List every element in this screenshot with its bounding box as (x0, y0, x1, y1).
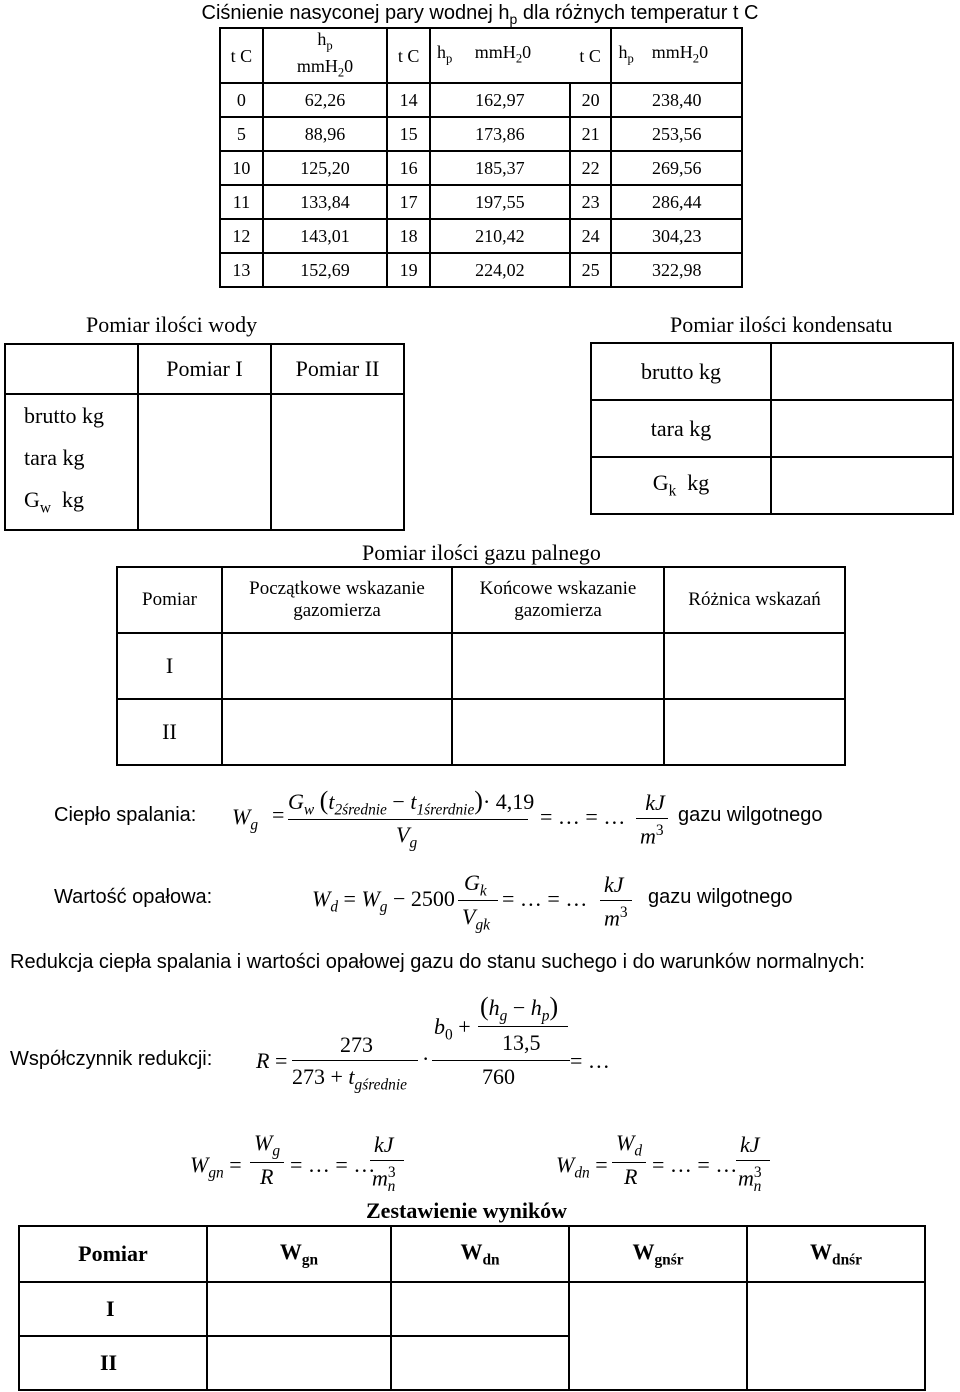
gas-start-I[interactable] (222, 633, 452, 699)
cell: 88,96 (263, 117, 387, 151)
cell: 162,97 (430, 83, 570, 117)
cell: 125,20 (263, 151, 387, 185)
eq-sign: = … = … (652, 1152, 738, 1177)
table-row (220, 185, 742, 219)
cell: 20 (570, 83, 612, 117)
table-row (220, 219, 742, 253)
cell: 143,01 (263, 219, 387, 253)
condensate-title: Pomiar ilości kondensatu (670, 312, 893, 337)
cell: 10 (220, 151, 263, 185)
header-pomiar-1: Pomiar I (138, 344, 271, 394)
results-title: Zestawienie wyników (366, 1198, 568, 1223)
heat-tail: gazu wilgotnego (678, 804, 823, 826)
row-label-II: II (19, 1336, 207, 1390)
steam-table-title: Ciśnienie nasyconej pary wodnej $h_p$ dla różnych temperatur t C (201, 2, 759, 27)
gas-end-II[interactable] (452, 699, 664, 765)
gas-diff-II[interactable] (664, 699, 845, 765)
header-pomiar-2: Pomiar II (271, 344, 404, 394)
cell: 5 (220, 117, 263, 151)
b0-plus: $b_0$ + (434, 1014, 471, 1044)
cell: 17 (387, 185, 430, 219)
eq-sign: = … = … (290, 1152, 376, 1177)
result-wgnsr[interactable] (569, 1282, 747, 1390)
row-label-I: I (19, 1282, 207, 1336)
unit-m3: $m^3$ (604, 904, 628, 931)
result-wgn-I[interactable] (207, 1282, 391, 1336)
label-tara: tara kg (24, 445, 85, 470)
cell: 238,40 (611, 83, 742, 117)
wdn-formula: $W_{dn}$ = (556, 1152, 608, 1182)
cell: 286,44 (611, 185, 742, 219)
header-hp: $h_p$ mmH$_2$0 (611, 28, 742, 83)
header-pomiar: Pomiar (19, 1226, 207, 1282)
water-pomiar-1-value[interactable] (138, 394, 271, 530)
header-wgnsr: $W_{gnśr}$ (569, 1226, 747, 1282)
cell: 224,02 (430, 253, 570, 287)
header-pomiar: Pomiar (117, 567, 222, 633)
table-row (220, 151, 742, 185)
reduction-text: Redukcja ciepła spalania i wartości opałowej gazu do stanu suchego i do warunków normalnych: (10, 951, 865, 973)
fraction-line (292, 1060, 418, 1061)
cell: 11 (220, 185, 263, 219)
gas-start-II[interactable] (222, 699, 452, 765)
steam-pressure-table (219, 27, 743, 288)
value-formula: $W_d = W_g - 2500$ (312, 886, 455, 916)
steam-table-header (220, 28, 742, 83)
fraction-line (636, 818, 668, 819)
cell: 62,26 (263, 83, 387, 117)
label-brutto: brutto kg (591, 343, 771, 400)
dot: · (422, 1046, 430, 1071)
coef-135: 13,5 (502, 1030, 541, 1055)
cell: 24 (570, 219, 612, 253)
fraction-line (432, 1060, 570, 1061)
gas-end-I[interactable] (452, 633, 664, 699)
cell: 269,56 (611, 151, 742, 185)
results-table (18, 1225, 926, 1391)
cell: 185,37 (430, 151, 570, 185)
gas-diff-I[interactable] (664, 633, 845, 699)
condensate-table (590, 342, 954, 515)
wgn-formula: $W_{gn}$ = (190, 1152, 242, 1182)
header-t: t C (387, 28, 430, 83)
vgk-denominator: $V_{gk}$ (462, 904, 490, 934)
r-den: R (624, 1164, 638, 1189)
label-brutto: brutto kg (24, 403, 105, 428)
fraction-line (250, 1162, 284, 1163)
cell: 18 (387, 219, 430, 253)
cell: 25 (570, 253, 612, 287)
header-t: t C (570, 28, 612, 83)
unit-m3n: $m^3_n$ (738, 1164, 762, 1195)
water-row-labels (5, 394, 138, 530)
header-start-reading: Początkowe wskazanie gazomierza (222, 567, 452, 633)
cell: 13 (220, 253, 263, 287)
cell: 173,86 (430, 117, 570, 151)
cell: 322,98 (611, 253, 742, 287)
cell: 152,69 (263, 253, 387, 287)
eq-sign: = … = … (540, 804, 626, 829)
coef-denominator: $273 + t_{gśrednie}$ (292, 1064, 407, 1094)
result-wdn-II[interactable] (391, 1336, 569, 1390)
eq-sign: = … = … (502, 886, 588, 911)
fraction-line (612, 1162, 646, 1163)
header-wgn: $W_{gn}$ (207, 1226, 391, 1282)
fraction-line (736, 1160, 770, 1161)
cell: 210,42 (430, 219, 570, 253)
heat-denominator: $V_g$ (396, 822, 418, 852)
eq-sign: = (272, 802, 285, 827)
unit-m3n: $m^3_n$ (372, 1164, 396, 1195)
cell: 304,23 (611, 219, 742, 253)
eq-sign: = … (570, 1048, 610, 1073)
row-label-II: II (117, 699, 222, 765)
cell: 197,55 (430, 185, 570, 219)
gas-table (116, 566, 846, 766)
result-wgn-II[interactable] (207, 1336, 391, 1390)
fraction-line (600, 900, 632, 901)
cell: 0 (220, 83, 263, 117)
cell: 19 (387, 253, 430, 287)
label-tara: tara kg (591, 400, 771, 457)
water-pomiar-2-value[interactable] (271, 394, 404, 530)
r-den: R (260, 1164, 274, 1189)
header-wdn: $W_{dn}$ (391, 1226, 569, 1282)
table-row (220, 83, 742, 117)
fraction-line (458, 900, 498, 901)
coef-r: R = (256, 1048, 288, 1073)
header-wdnsr: $W_{dnśr}$ (747, 1226, 925, 1282)
unit-kj: kJ (740, 1132, 760, 1157)
header-hp: $h_p$ mmH$_2$0 (263, 28, 387, 83)
heat-label: Ciepło spalania: (54, 804, 197, 826)
hg-hp: $(h_g - h_p)$ (480, 992, 559, 1025)
cell: 22 (570, 151, 612, 185)
result-wdn-I[interactable] (391, 1282, 569, 1336)
header-t: t C (220, 28, 263, 83)
cell: 12 (220, 219, 263, 253)
fraction-line (370, 1160, 404, 1161)
water-table (4, 343, 405, 531)
unit-kj: kJ (604, 872, 624, 897)
cell: 14 (387, 83, 430, 117)
coef-label: Współczynnik redukcji: (10, 1048, 213, 1070)
cell: 16 (387, 151, 430, 185)
header-hp: $h_p$ mmH$_2$0 (430, 28, 570, 83)
row-label-I: I (117, 633, 222, 699)
condensate-brutto-value[interactable] (771, 343, 953, 400)
fraction-line (288, 819, 528, 820)
wg-num: $W_g$ (254, 1130, 281, 1160)
gk-numerator: $G_k$ (464, 870, 487, 900)
label-gw: $G_w$ kg (24, 487, 85, 517)
unit-kj: kJ (645, 790, 665, 815)
cell: 23 (570, 185, 612, 219)
unit-m3: $m^3$ (640, 822, 664, 849)
header-diff: Różnica wskazań (664, 567, 845, 633)
cell: 15 (387, 117, 430, 151)
table-row (220, 117, 742, 151)
heat-numerator: $G_w$ $(t_{2średnie} - t_{1śrerdnie})\cdot 4,19$ (288, 786, 535, 819)
condensate-tara-value[interactable] (771, 400, 953, 457)
condensate-gk-value[interactable] (771, 457, 953, 514)
water-title: Pomiar ilości wody (86, 312, 258, 337)
gas-title: Pomiar ilości gazu palnego (362, 540, 601, 565)
coef-273: 273 (340, 1032, 373, 1057)
label-gk: $G_k$ kg (591, 457, 771, 514)
cell: 133,84 (263, 185, 387, 219)
coef-760: 760 (482, 1064, 515, 1089)
cell (5, 344, 138, 394)
value-label: Wartość opałowa: (54, 886, 213, 908)
heat-formula: $W_g$ (232, 804, 259, 834)
result-wdnsr[interactable] (747, 1282, 925, 1390)
table-row (220, 253, 742, 287)
fraction-line (478, 1026, 568, 1027)
cell: 253,56 (611, 117, 742, 151)
cell: 21 (570, 117, 612, 151)
wd-num: $W_d$ (616, 1130, 643, 1160)
value-tail: gazu wilgotnego (648, 886, 793, 908)
header-end-reading: Końcowe wskazanie gazomierza (452, 567, 664, 633)
unit-kj: kJ (374, 1132, 394, 1157)
